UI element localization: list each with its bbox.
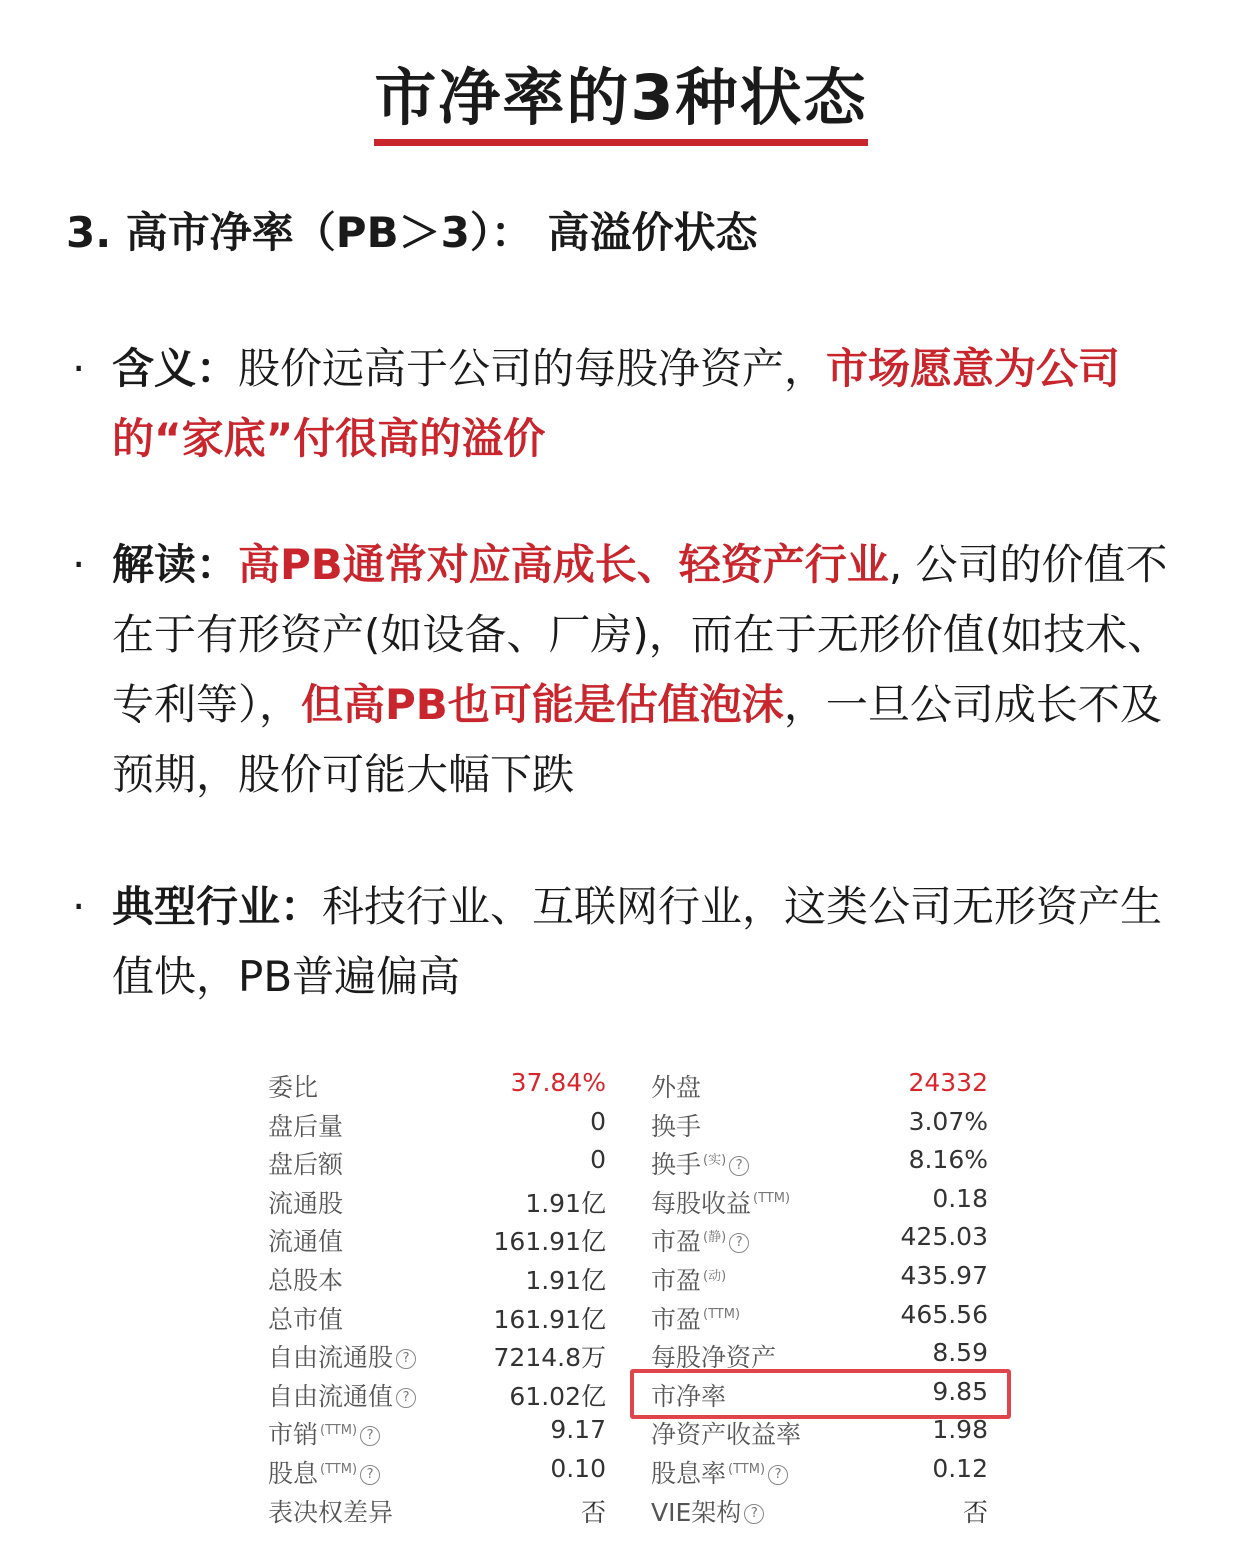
right-key-text: 市盈 [651, 1304, 702, 1334]
section-heading: 3. 高市净率（PB＞3）： 高溢价状态 [66, 208, 758, 257]
right-value [932, 1415, 988, 1444]
qualifier-label: (TTM) [703, 1307, 741, 1323]
help-icon[interactable]: ? [768, 1465, 788, 1485]
right-value-text: 1.98 [932, 1415, 988, 1445]
left-value [494, 1222, 606, 1258]
left-value [509, 1377, 606, 1413]
qualifier-label: (TTM) [753, 1191, 791, 1207]
left-key-text: 股息 [268, 1458, 319, 1488]
left-value [511, 1068, 606, 1097]
left-value-text: 7214.8万 [493, 1343, 606, 1373]
help-icon[interactable]: ? [744, 1504, 764, 1524]
left-key [268, 1261, 343, 1297]
bullet-highlight-2: 但高PB也可能是估值泡沫 [301, 680, 784, 729]
right-value [932, 1454, 988, 1483]
right-value [909, 1145, 988, 1174]
qualifier-label: (动) [703, 1268, 727, 1284]
left-value-text: 161.91亿 [493, 1304, 606, 1334]
left-value-text: 1.91亿 [525, 1265, 606, 1295]
right-key-text: 市净率 [651, 1381, 727, 1411]
quote-row [268, 1296, 998, 1335]
left-key [268, 1068, 318, 1104]
quote-row [268, 1180, 998, 1219]
left-key-text: 委比 [268, 1073, 319, 1102]
left-key-text: 自由流通值 [268, 1381, 394, 1411]
left-key [268, 1184, 343, 1220]
right-value-text: 24332 [908, 1068, 988, 1097]
bullet-label: 解读： [112, 540, 239, 589]
left-value [494, 1300, 606, 1336]
right-key [651, 1068, 701, 1104]
left-key [268, 1493, 393, 1529]
left-key-text: 总市值 [268, 1304, 344, 1334]
left-value-text: 37.84% [510, 1068, 606, 1097]
bullet-body: , 公司的价值不在于有形资产(如设备、厂房)，而在于无形价值(如技术、专利等）， [112, 540, 1170, 729]
right-value-text: 0.12 [932, 1453, 988, 1483]
quote-row [268, 1450, 998, 1489]
bullet-body-2: ，一旦公司成长不及预期，股价可能大幅下跌 [112, 680, 1162, 799]
bullet-dot: · [72, 882, 86, 931]
left-key-text: 盘后额 [268, 1150, 344, 1180]
right-key-text: 每股净资产 [651, 1343, 777, 1373]
right-key[interactable] [651, 1493, 764, 1529]
left-key[interactable] [268, 1338, 416, 1374]
right-value [932, 1184, 988, 1213]
bullet-label: 典型行业： [112, 882, 323, 931]
left-value [581, 1493, 606, 1529]
right-key [651, 1261, 726, 1297]
bullet-label: 含义： [112, 344, 239, 393]
qualifier-label: (实) [703, 1152, 727, 1168]
quote-row [268, 1103, 998, 1142]
right-value-text: 435.97 [900, 1260, 988, 1290]
left-key [268, 1300, 343, 1336]
left-key-text: 流通值 [268, 1227, 344, 1257]
left-value-text: 9.17 [550, 1415, 606, 1445]
left-key[interactable] [268, 1454, 380, 1490]
right-key-text: 换手 [651, 1111, 702, 1141]
right-value [909, 1107, 988, 1136]
right-value-text: 425.03 [900, 1222, 988, 1252]
title-wrap [0, 62, 1242, 146]
left-key-text: 市销 [268, 1420, 319, 1450]
quote-row [268, 1489, 998, 1528]
left-value-text: 1.91亿 [525, 1188, 606, 1218]
help-icon[interactable]: ? [729, 1233, 749, 1253]
right-key [651, 1107, 701, 1143]
quote-row [268, 1141, 998, 1180]
right-value [901, 1261, 988, 1290]
left-value [525, 1261, 606, 1297]
right-key [651, 1300, 740, 1336]
qualifier-label: (TTM) [728, 1461, 766, 1477]
left-key-text: 总股本 [268, 1265, 344, 1295]
help-icon[interactable]: ? [360, 1426, 380, 1446]
help-icon[interactable]: ? [396, 1349, 416, 1369]
left-key-text: 盘后量 [268, 1111, 344, 1141]
right-key-text: 外盘 [651, 1073, 702, 1102]
right-key [651, 1184, 790, 1220]
right-value-text: 否 [962, 1497, 988, 1527]
bullet-highlight: 高PB通常对应高成长、轻资产行业 [238, 540, 889, 589]
left-key [268, 1222, 343, 1258]
left-key[interactable] [268, 1377, 416, 1413]
pb-highlight-box [630, 1369, 1011, 1419]
left-key-text: 表决权差异 [268, 1497, 394, 1527]
bullet-highlight: 市场愿意为公司的“家底”付很高的溢价 [112, 344, 1121, 463]
right-value-text: 465.56 [900, 1299, 988, 1329]
bullet-dot: · [72, 540, 86, 589]
bullet-meaning [72, 334, 1182, 474]
stock-quote-table [268, 1064, 998, 1527]
quote-row [268, 1218, 998, 1257]
left-value [590, 1145, 606, 1174]
right-key-text: 换手 [651, 1150, 702, 1180]
right-value [901, 1300, 988, 1329]
quote-row [268, 1334, 998, 1373]
left-key [268, 1145, 343, 1181]
right-value [901, 1222, 988, 1251]
bullet-text [112, 334, 1182, 474]
left-value-text: 161.91亿 [493, 1227, 606, 1257]
right-value [932, 1338, 988, 1367]
right-value-text: 9.85 [932, 1376, 988, 1406]
quote-row [268, 1257, 998, 1296]
bullet-text [112, 530, 1182, 810]
right-key[interactable] [651, 1454, 788, 1490]
qualifier-label: (静) [703, 1230, 727, 1246]
left-value [550, 1454, 606, 1483]
help-icon[interactable]: ? [729, 1156, 749, 1176]
quote-row [268, 1064, 998, 1103]
left-value-text: 61.02亿 [509, 1381, 606, 1411]
right-key-text: 市盈 [651, 1227, 702, 1257]
right-key-text: VIE架构 [651, 1497, 742, 1527]
bullet-industries [72, 872, 1182, 1012]
help-icon[interactable]: ? [396, 1388, 416, 1408]
left-value [550, 1415, 606, 1444]
right-key[interactable] [651, 1145, 749, 1181]
help-icon[interactable]: ? [360, 1465, 380, 1485]
left-value-text: 0 [590, 1145, 606, 1175]
qualifier-label: (TTM) [320, 1423, 358, 1439]
left-value [494, 1338, 606, 1374]
right-value-text: 3.07% [908, 1106, 988, 1136]
left-value-text: 否 [580, 1497, 606, 1527]
bullet-interpretation [72, 530, 1182, 810]
right-key-text: 股息率 [651, 1458, 727, 1488]
right-value [908, 1068, 988, 1097]
left-value-text: 0.10 [550, 1453, 606, 1483]
right-key-text: 净资产收益率 [651, 1420, 802, 1450]
left-key[interactable] [268, 1415, 380, 1451]
bullet-dot: · [72, 344, 86, 393]
left-key-text: 自由流通股 [268, 1343, 394, 1373]
bullet-text [112, 872, 1182, 1012]
left-value [525, 1184, 606, 1220]
right-key[interactable] [651, 1222, 749, 1258]
left-key-text: 流通股 [268, 1188, 344, 1218]
left-value-text: 0 [590, 1106, 606, 1136]
right-value [963, 1493, 988, 1529]
left-value [590, 1107, 606, 1136]
left-key [268, 1107, 343, 1143]
right-value-text: 8.16% [908, 1145, 988, 1175]
bullet-body: 股价远高于公司的每股净资产， [238, 344, 827, 393]
right-key [651, 1415, 801, 1451]
right-key-text: 每股收益 [651, 1188, 752, 1218]
right-key-text: 市盈 [651, 1265, 702, 1295]
right-value-text: 0.18 [932, 1183, 988, 1213]
page-title: 市净率的3种状态 [374, 62, 867, 146]
qualifier-label: (TTM) [320, 1461, 358, 1477]
bullet-body: 科技行业、互联网行业，这类公司无形资产生值快，PB普遍偏高 [112, 882, 1163, 1001]
right-value-text: 8.59 [932, 1338, 988, 1368]
